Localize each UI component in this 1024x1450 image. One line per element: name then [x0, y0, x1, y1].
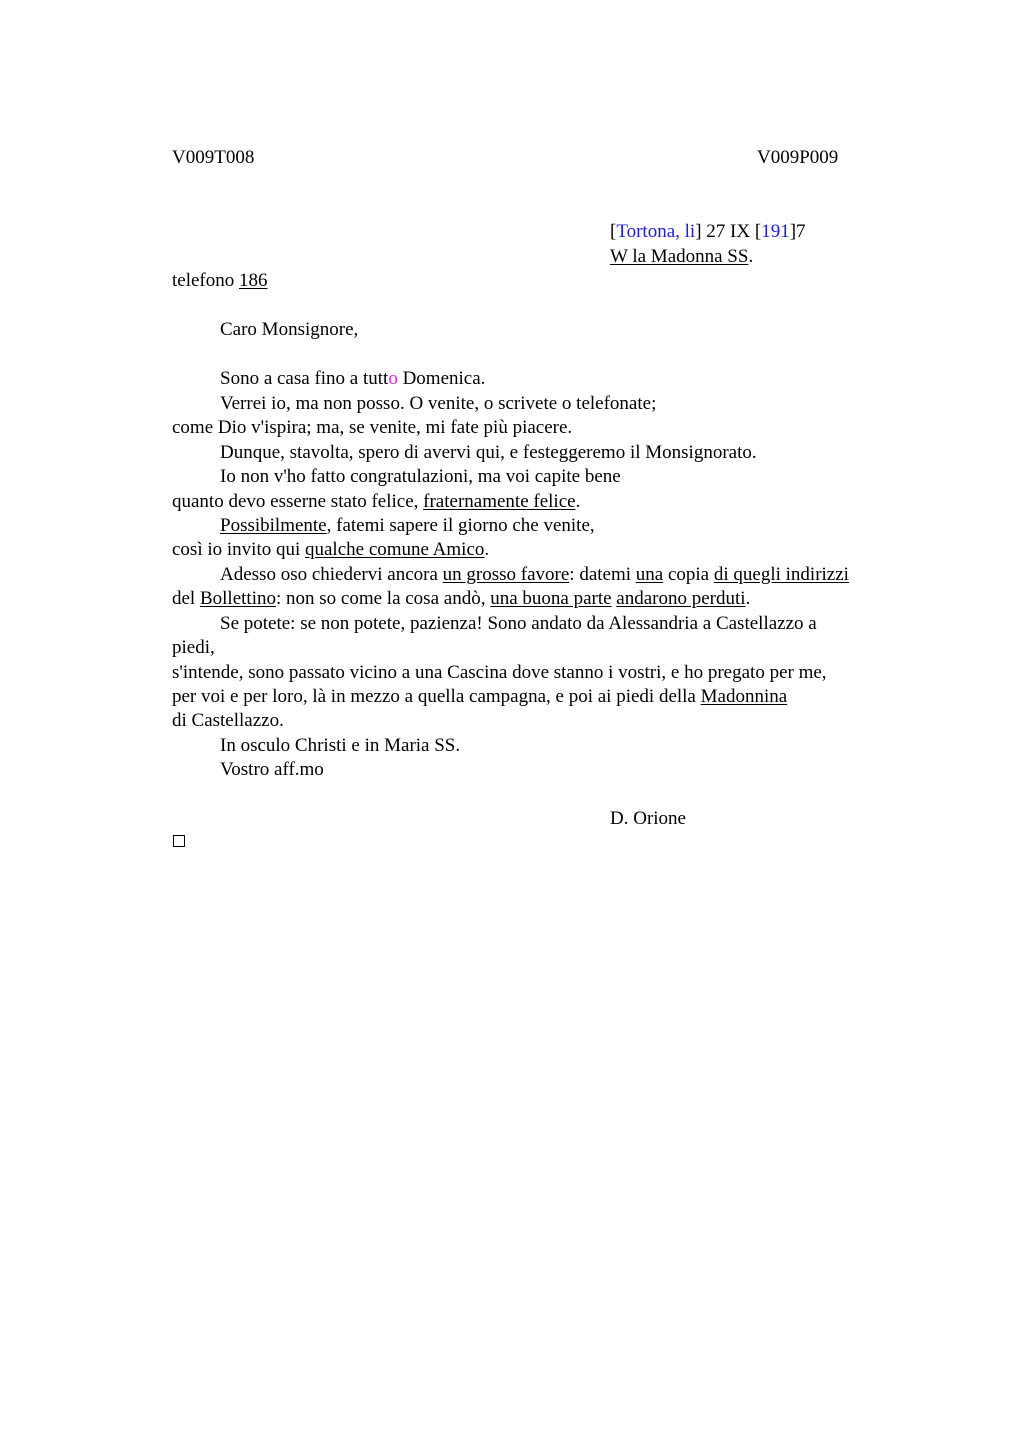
signature: D. Orione — [610, 808, 686, 829]
salutation: Caro Monsignore, — [220, 319, 359, 340]
text-run: . — [575, 491, 581, 512]
phone-label: telefono — [172, 270, 240, 291]
date-text: 27 IX [ — [701, 221, 762, 242]
bracket-close: ] — [695, 221, 702, 242]
underlined-run: una buona parte — [490, 588, 612, 609]
motto-dot: . — [748, 246, 754, 267]
body-line-8 — [172, 538, 489, 562]
text-run: Adesso oso chiedervi ancora — [220, 564, 443, 585]
year-end: ]7 — [789, 221, 806, 242]
text-run: , fatemi sapere il giorno che venite, — [326, 515, 595, 536]
motto — [610, 245, 753, 269]
highlight-letter: o — [388, 368, 398, 389]
underlined-run: Possibilmente — [220, 515, 327, 536]
text-run: Domenica. — [397, 368, 486, 389]
body-line-4: Dunque, stavolta, spero di avervi qui, e festeggeremo il Monsignorato. — [220, 442, 757, 463]
header-left-code: V009T008 — [172, 147, 255, 168]
underlined-run: andarono perduti — [616, 588, 746, 609]
text-run: : datemi — [569, 564, 636, 585]
dateline — [610, 220, 806, 244]
underlined-run: di quegli indirizzi — [713, 564, 849, 585]
body-line-13: s'intende, sono passato vicino a una Cascina dove stanno i vostri, e ho pregato per me, — [172, 662, 827, 683]
text-run: quanto devo esserne stato felice, — [172, 491, 424, 512]
body-line-17: Vostro aff.mo — [220, 759, 324, 780]
bracket-open: [ — [610, 221, 617, 242]
body-line-14 — [172, 685, 787, 709]
place-text: Tortona, li — [616, 221, 696, 242]
body-line-5: Io non v'ho fatto congratulazioni, ma voi capite bene — [220, 466, 621, 487]
underlined-run: una — [635, 564, 664, 585]
body-line-12: piedi, — [172, 637, 215, 658]
underlined-run: un grosso favore — [442, 564, 570, 585]
text-run: copia — [663, 564, 714, 585]
phone-line — [172, 269, 268, 293]
header-right-code: V009P009 — [757, 147, 839, 168]
text-run: : non so come la cosa andò, — [275, 588, 491, 609]
motto-text: W la Madonna SS — [610, 246, 749, 267]
year-part: 191 — [761, 221, 790, 242]
body-line-7 — [220, 514, 595, 538]
underlined-run: Madonnina — [700, 686, 788, 707]
body-line-9 — [220, 563, 849, 587]
body-line-2: Verrei io, ma non posso. O venite, o scrivete o telefonate; — [220, 393, 657, 414]
text-run: del — [172, 588, 200, 609]
body-line-1 — [220, 367, 485, 391]
body-line-6 — [172, 490, 580, 514]
text-run: . — [745, 588, 751, 609]
body-line-15: di Castellazzo. — [172, 710, 284, 731]
text-run: così io invito qui — [172, 539, 305, 560]
text-run: Sono a casa fino a tutt — [220, 368, 389, 389]
checkbox-square-icon — [173, 835, 185, 847]
body-line-10 — [172, 587, 750, 611]
text-run: per voi e per loro, là in mezzo a quella campagna, e poi ai piedi della — [172, 686, 701, 707]
phone-number: 186 — [239, 270, 268, 291]
body-line-11: Se potete: se non potete, pazienza! Sono andato da Alessandria a Castellazzo a — [220, 613, 817, 634]
body-line-16: In osculo Christi e in Maria SS. — [220, 735, 461, 756]
text-run: . — [484, 539, 490, 560]
underlined-run: fraternamente felice — [423, 491, 576, 512]
underlined-run: Bollettino — [199, 588, 276, 609]
body-line-3: come Dio v'ispira; ma, se venite, mi fate più piacere. — [172, 417, 573, 438]
underlined-run: qualche comune Amico — [305, 539, 485, 560]
